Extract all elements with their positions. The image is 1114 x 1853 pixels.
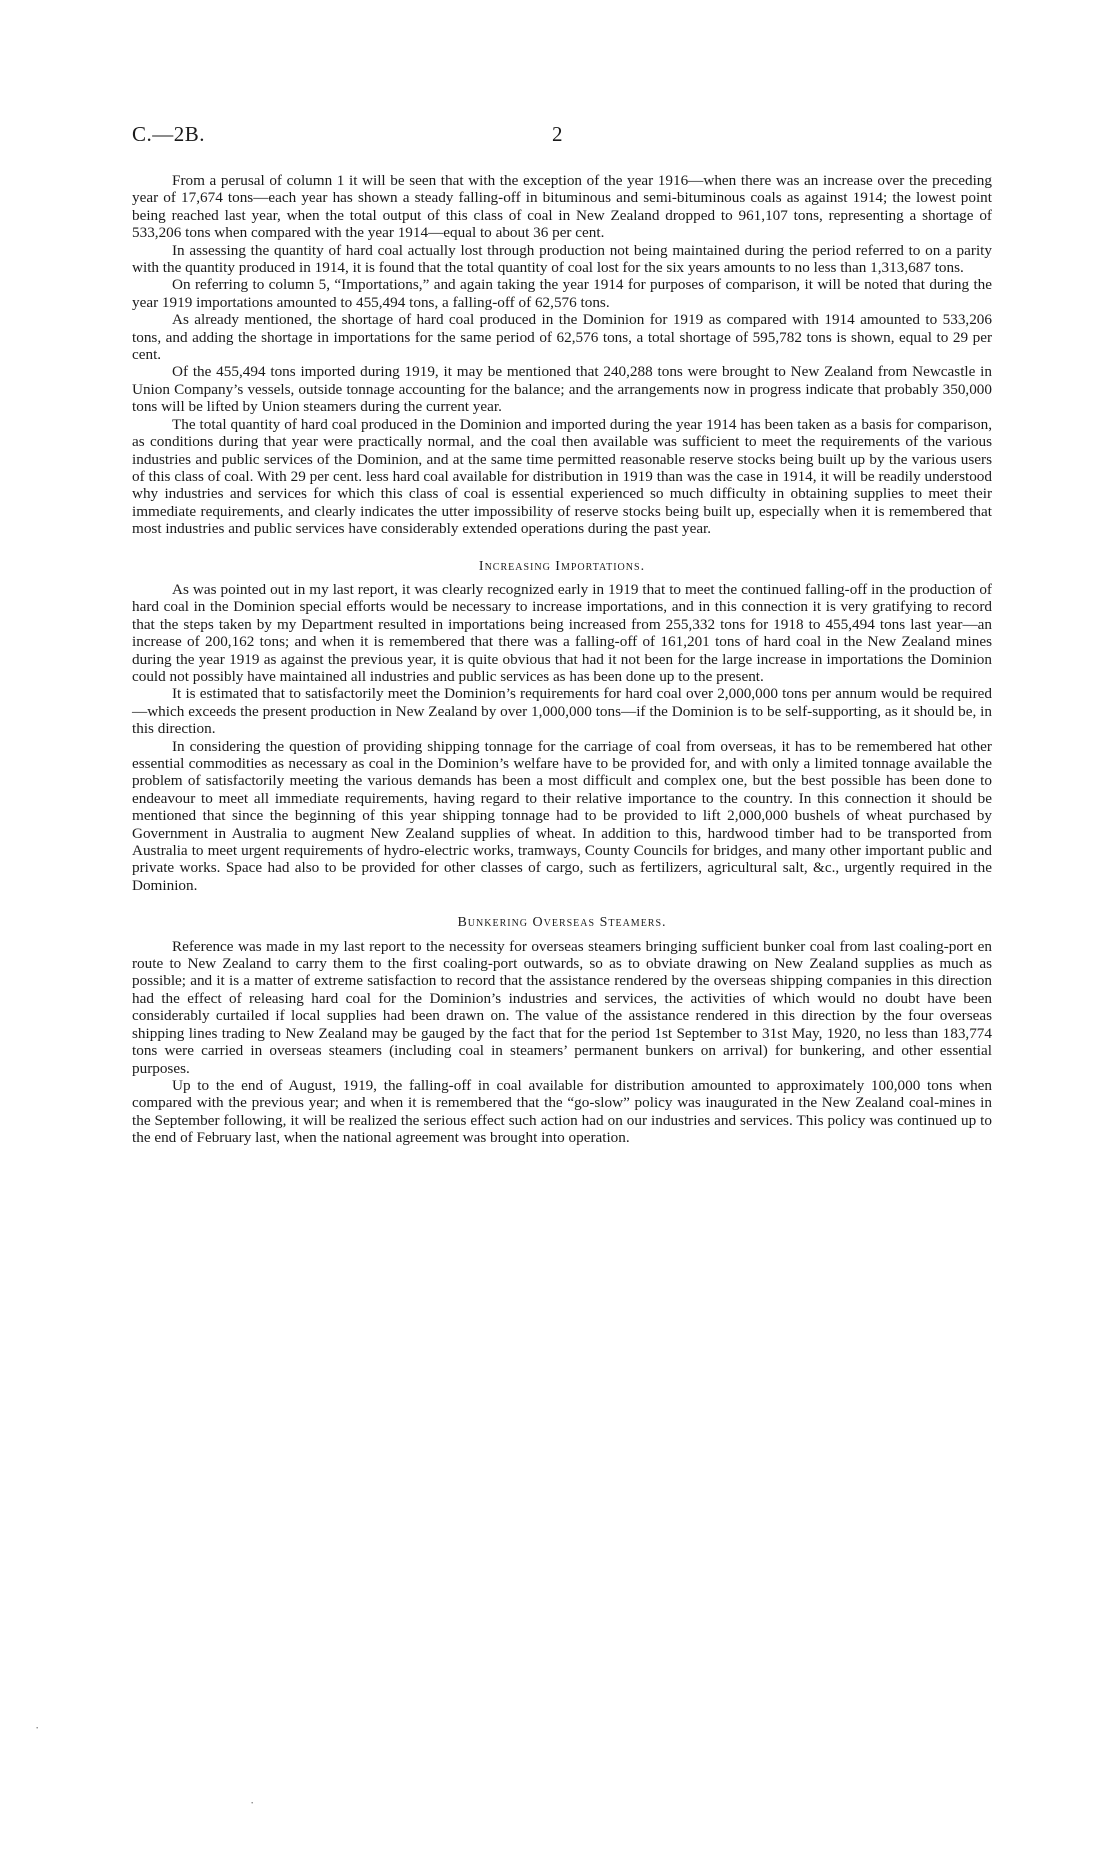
scan-speck: · — [250, 1795, 255, 1810]
page-header — [132, 122, 992, 152]
section-heading-bunkering: Bunkering Overseas Steamers. — [457, 915, 667, 931]
paragraph: As already mentioned, the shortage of hard coal produced in the Dominion for 1919 as compared with 1914 amounted to 533,206 tons, and adding the shortage in importations for the same period of 62,576 tons, a total shortage of 595,782 tons is shown, equal to 29 per cent. — [132, 311, 992, 364]
paragraph: From a perusal of column 1 it will be seen that with the exception of the year 1916—when there was an increase over the preceding year of 17,674 tons—each year has shown a steady falling-off in bituminous and semi-bituminous coals as against 1914; the lowest point being reached last year, when the total output of this class of coal in New Zealand dropped to 961,107 tons, representing a shortage of 533,206 tons when compared with the year 1914—equal to about 36 per cent. — [132, 172, 992, 242]
paragraph: Reference was made in my last report to the necessity for overseas steamers bringing sufficient bunker coal from last coaling-port en route to New Zealand to carry them to the first coaling-port outwards, so as to obviate drawing on New Zealand supplies as much as possible; and it is a matter of extreme satisfaction to record that the assistance rendered by the overseas shipping companies in this direction had the effect of releasing hard coal for the Dominion’s industries and services, the activities of which would no doubt have been considerably curtailed if local supplies had been drawn on. The value of the assistance rendered in this direction by the four overseas shipping lines trading to New Zealand may be gauged by the fact that for the period 1st September to 31st May, 1920, no less than 183,774 tons were carried in overseas steamers (including coal in steamers’ permanent bunkers on arrival) for bunkering, and other essential purposes. — [132, 937, 992, 1077]
paragraph: It is estimated that to satisfactorily meet the Dominion’s requirements for hard coal over 2,000,000 tons per annum would be required—which exceeds the present production in New Zealand by over 1,000,000 tons—if the Dominion is to be self-supporting, as it should be, in this direction. — [132, 685, 992, 738]
page-number: 2 — [552, 122, 563, 146]
scan-speck: · — [35, 1720, 40, 1735]
paragraph: On referring to column 5, “Importations,” and again taking the year 1914 for purposes of comparison, it will be noted that during the year 1919 importations amounted to 455,494 tons, a falling-off of 62,576 tons. — [132, 276, 992, 311]
body-text — [132, 172, 992, 1147]
paragraph: The total quantity of hard coal produced in the Dominion and imported during the year 1914 has been taken as a basis for comparison, as conditions during that year were practically normal, and the coal then available was sufficient to meet the requirements of the various industries and public services of the Dominion, and at the same time permitted reasonable reserve stocks being built up by the various users of this class of coal. With 29 per cent. less hard coal available for distribution in 1919 than was the case in 1914, it will be readily understood why industries and services for which this class of coal is essential experienced so much difficulty in obtaining supplies to meet their immediate requirements, and clearly indicates the utter impossibility of reserve stocks being built up, especially when it is remembered that most industries and public services have considerably extended operations during the past year. — [132, 415, 992, 538]
paragraph: In assessing the quantity of hard coal actually lost through production not being maintained during the period referred to on a parity with the quantity produced in 1914, it is found that the total quantity of coal lost for the six years amounts to no less than 1,313,687 tons. — [132, 241, 992, 277]
paragraph: As was pointed out in my last report, it was clearly recognized early in 1919 that to meet the continued falling-off in the production of hard coal in the Dominion special efforts would be necessary to increase importations, and in this connection it is very gratifying to record that the steps taken by my Department resulted in importations being increased from 255,332 tons for 1918 to 455,494 tons last year—an increase of 200,162 tons; and when it is remembered that there was a falling-off of 161,201 tons of hard coal in the New Zealand mines during the year 1919 as against the previous year, it is quite obvious that had it not been for the large increase in importations the Dominion could not possibly have maintained all industries and public services as has been done up to the present. — [132, 580, 992, 685]
paragraph: In considering the question of providing shipping tonnage for the carriage of coal from overseas, it has to be remembered hat other essential commodities as necessary as coal in the Dominion’s welfare have to be provided for, and with only a limited tonnage available the problem of satisfactorily meeting the various demands has been a most difficult and complex one, but the best possible has been done to endeavour to meet all immediate requirements, having regard to their relative importance to the country. In this connection it should be mentioned that since the beginning of this year shipping tonnage had to be provided to lift 2,000,000 bushels of wheat purchased by Government in Australia to augment New Zealand supplies of wheat. In addition to this, hardwood timber had to be transported from Australia to meet urgent requirements of hydro-electric works, tramways, County Councils for bridges, and many other important public and private works. Space had also to be provided for other classes of cargo, such as fertilizers, agricultural salt, &c., urgently required in the Dominion. — [132, 737, 992, 894]
document-reference: C.—2B. — [132, 122, 206, 146]
paragraph: Of the 455,494 tons imported during 1919, it may be mentioned that 240,288 tons were brought to New Zealand from Newcastle in Union Company’s vessels, outside tonnage accounting for the balance; and the arrangements now in progress indicate that probably 350,000 tons will be lifted by Union steamers during the current year. — [132, 363, 992, 416]
paragraph: Up to the end of August, 1919, the falling-off in coal available for distribution amounted to approximately 100,000 tons when compared with the previous year; and when it is remembered that the “go-slow” policy was inaugurated in the New Zealand coal-mines in the September following, it will be realized the serious effect such action had on our industries and services. This policy was continued up to the end of February last, when the national agreement was brought into operation. — [132, 1076, 992, 1147]
section-heading-importations: Increasing Importations. — [478, 558, 646, 574]
